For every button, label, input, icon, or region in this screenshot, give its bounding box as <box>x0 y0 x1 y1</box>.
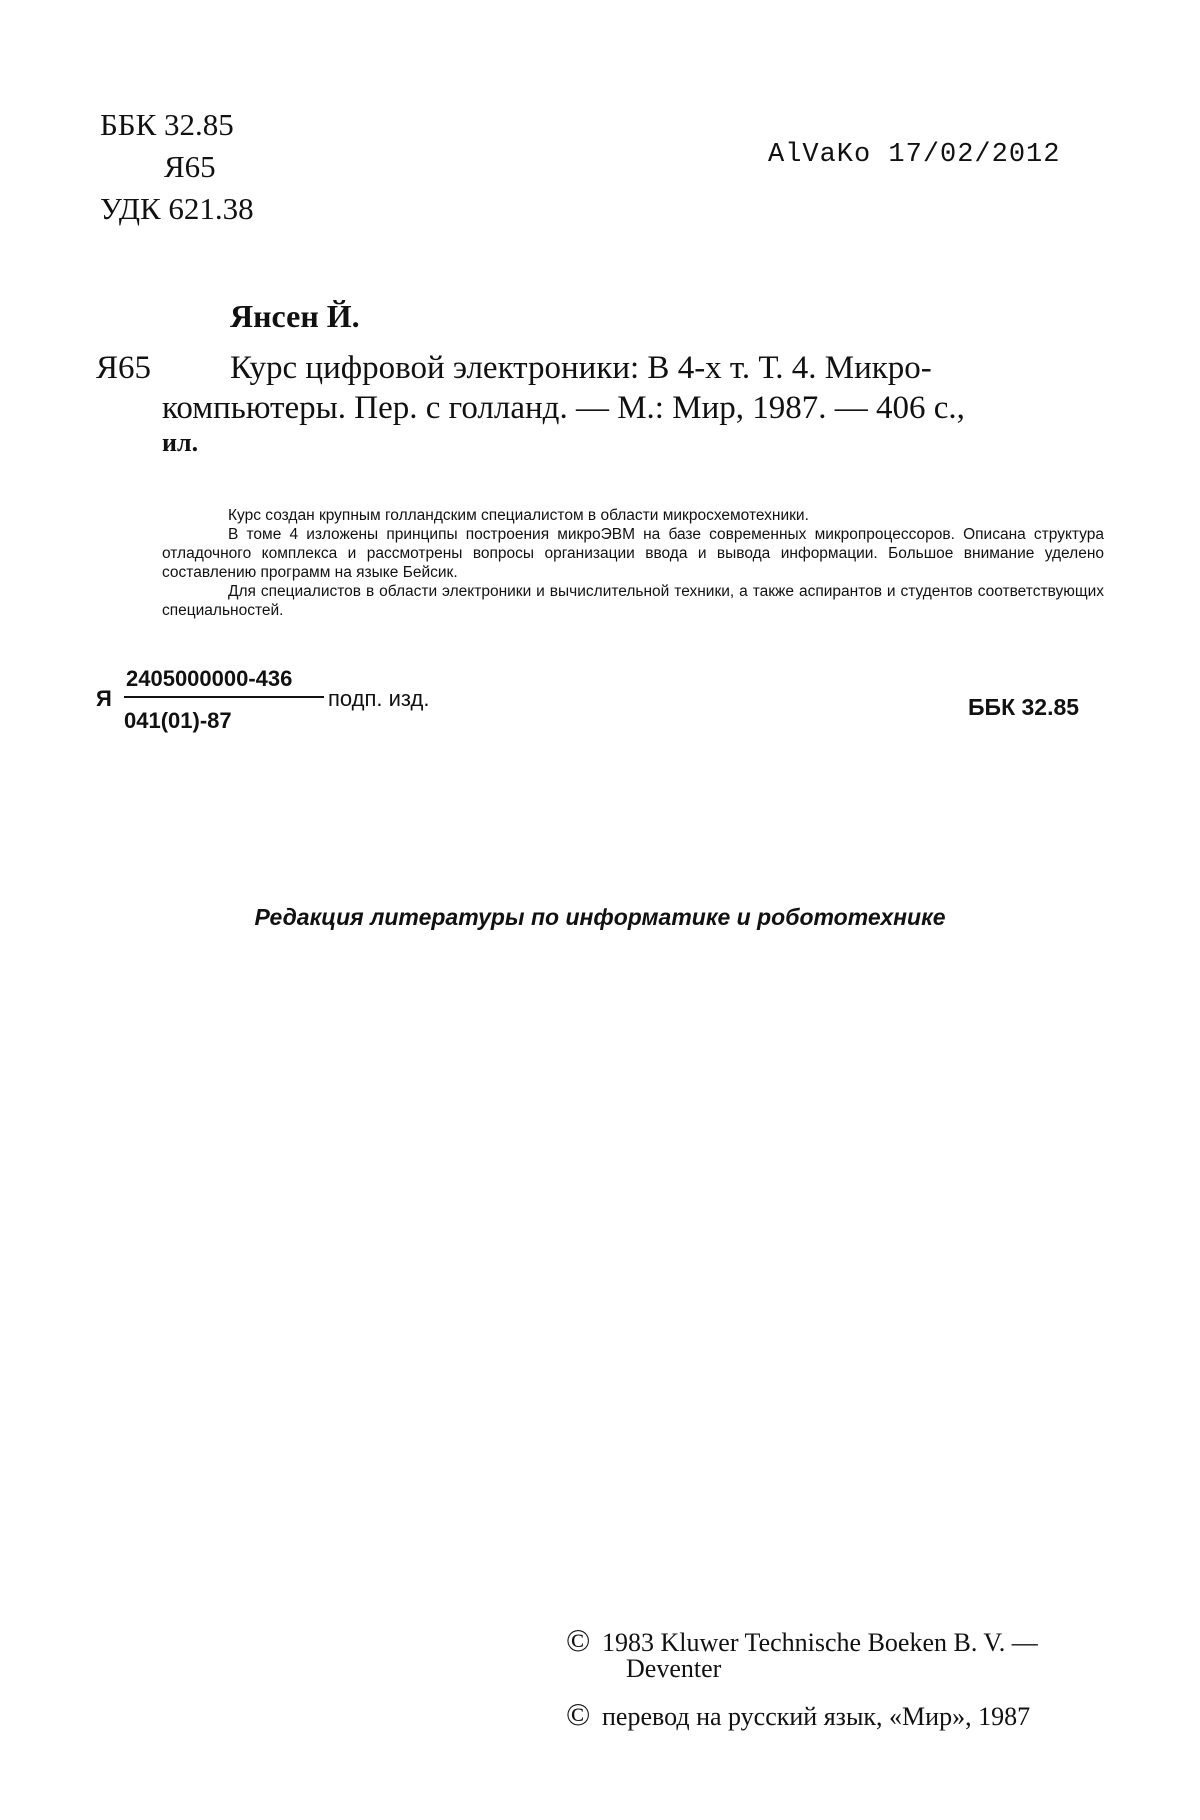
title-line-3: ил. <box>162 428 199 457</box>
title-line-1: Курс цифровой электроники: В 4-х т. Т. 4. Микро- <box>230 350 932 386</box>
copyright-line-2 <box>566 1696 1030 1733</box>
copyright-symbol: © <box>566 1622 591 1658</box>
author-name: Янсен Й. <box>230 298 360 334</box>
copyright-line-1-cont: Deventer <box>626 1654 722 1683</box>
bbk-code: ББК 32.85 <box>100 107 234 142</box>
abstract <box>162 506 1104 620</box>
publisher-note: Редакция литературы по информатике и робототехнике <box>254 904 946 930</box>
copyright-text-2: перевод на русский язык, «Мир», 1987 <box>602 1702 1031 1731</box>
ya-code: Я65 <box>164 149 216 184</box>
abstract-paragraph-2: В томе 4 изложены принципы построения микроЭВМ на базе современных микропроцессоров. Описана структура отладочного комплекса и рассмотрены вопросы организации ввода и вывода информации. Большое внимание уделено составлению программ на языке Бейсик. <box>162 526 1104 581</box>
title-line-2: компьютеры. Пер. с голланд. — М.: Мир, 1987. — 406 с., <box>162 390 965 426</box>
copyright-symbol: © <box>566 1696 591 1732</box>
index-numerator: 2405000000-436 <box>126 666 293 691</box>
scanner-note: AlVaKo 17/02/2012 <box>768 140 1061 170</box>
abstract-paragraph-1: Курс создан крупным голландским специалистом в области микросхемотехники. <box>228 507 809 524</box>
bbk-code-right: ББК 32.85 <box>968 694 1080 720</box>
copyright-text-1: 1983 Kluwer Technische Boeken B. V. — <box>602 1628 1038 1657</box>
index-label: подп. изд. <box>328 686 430 711</box>
catalog-code: Я65 <box>96 350 152 386</box>
index-prefix: Я <box>96 686 112 711</box>
udk-code: УДК 621.38 <box>100 191 254 226</box>
fraction-line <box>124 696 324 698</box>
abstract-paragraph-3: Для специалистов в области электроники и вычислительной техники, а также аспирантов и студентов соответствующих специальностей. <box>162 583 1104 619</box>
index-denominator: 041(01)-87 <box>124 708 232 733</box>
